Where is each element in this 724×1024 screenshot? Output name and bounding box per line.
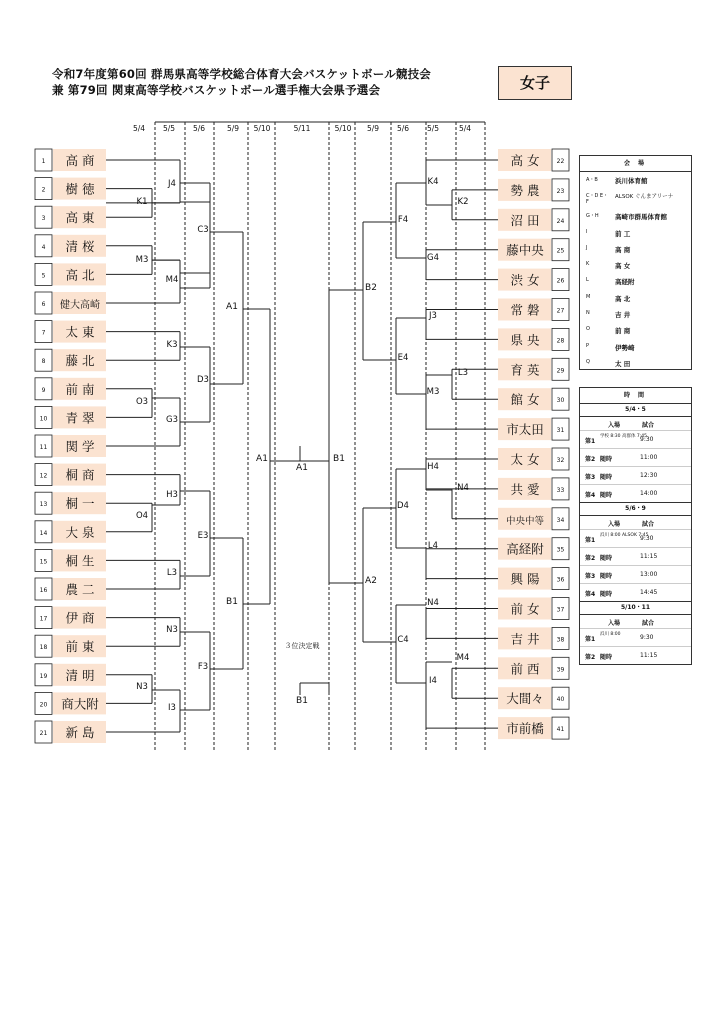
entry-time: 随時 xyxy=(600,654,613,661)
venue-code: C・D E・F xyxy=(586,193,609,206)
schedule-row xyxy=(580,448,691,466)
team-number: 11 xyxy=(39,444,48,451)
team-number: 25 xyxy=(556,247,565,255)
title-line-1: 令和7年度第60回 群馬県高等学校総合体育大会バスケットボール競技会 xyxy=(52,67,431,81)
venue-row xyxy=(580,290,691,306)
date-label: 5/10 xyxy=(334,124,352,133)
schedule-row xyxy=(580,529,691,547)
slot-number: 第2 xyxy=(585,654,596,661)
team-name: 県 央 xyxy=(510,332,540,348)
slot-number: 第1 xyxy=(585,438,596,445)
date-label: 5/6 xyxy=(192,124,206,133)
venue-name: 高 女 xyxy=(615,262,631,271)
match-code: F4 xyxy=(397,215,409,225)
team-number: 28 xyxy=(556,337,565,345)
team-name: 高 女 xyxy=(510,153,540,168)
match-code: D3 xyxy=(197,375,209,385)
team-number: 23 xyxy=(556,187,565,195)
match-code: L4 xyxy=(427,541,439,551)
match-code: E4 xyxy=(397,353,409,363)
venue-row xyxy=(580,322,691,338)
entry-time: 随時 xyxy=(600,591,613,598)
team-name: 清 桜 xyxy=(65,238,95,254)
match-code: A1 xyxy=(296,463,308,473)
schedule-columns xyxy=(580,417,691,430)
match-code: M4 xyxy=(165,275,179,285)
team-number: 6 xyxy=(41,301,46,308)
venue-row xyxy=(580,257,691,273)
team-number: 26 xyxy=(556,277,565,285)
team-number: 5 xyxy=(41,272,46,280)
gender-badge: 女子 xyxy=(498,66,572,100)
game-time: 12:30 xyxy=(640,472,658,479)
match-code: I4 xyxy=(429,676,437,686)
date-label: 5/9 xyxy=(366,124,380,133)
team-number: 30 xyxy=(556,397,565,405)
team-number: 4 xyxy=(41,243,46,251)
match-code: C3 xyxy=(197,225,209,235)
venue-code: Q xyxy=(586,358,590,365)
venue-name: 高経附 xyxy=(615,278,635,287)
match-code: A1 xyxy=(256,454,268,464)
match-code: A2 xyxy=(365,576,377,586)
team-name: 桐 一 xyxy=(65,496,95,512)
team-number: 3 xyxy=(41,215,46,223)
team-number: 19 xyxy=(39,672,48,680)
team-number: 17 xyxy=(39,615,48,623)
schedule-row xyxy=(580,484,691,502)
schedule-date: 5/4・5 xyxy=(580,404,691,417)
date-label: 5/6 xyxy=(396,124,410,133)
game-time: 9:30 xyxy=(640,535,654,542)
venue-code: L xyxy=(586,277,589,284)
venue-name: 前 工 xyxy=(615,229,631,238)
team-number: 1 xyxy=(41,158,46,165)
match-code: I3 xyxy=(168,703,176,713)
schedule-row xyxy=(580,547,691,565)
venue-name: 高 商 xyxy=(615,245,631,254)
team-name: 藤中央 xyxy=(506,242,544,258)
match-code: N4 xyxy=(427,598,439,608)
venue-row xyxy=(580,208,691,224)
team-name: 桐 生 xyxy=(65,553,95,569)
schedule-table-header: 時 間 xyxy=(580,388,691,404)
match-code: K1 xyxy=(136,197,148,207)
team-name: 青 翠 xyxy=(65,410,95,426)
venue-row xyxy=(580,355,691,371)
team-number: 21 xyxy=(39,730,48,737)
match-code: F3 xyxy=(197,662,209,672)
team-number: 36 xyxy=(556,576,565,584)
venue-code: G・H xyxy=(586,213,599,220)
venue-name: ALSOK ぐんまアリーナ xyxy=(615,194,674,201)
schedule-row xyxy=(580,646,691,664)
match-code: B2 xyxy=(365,283,377,293)
team-name: 健大高崎 xyxy=(60,300,100,311)
schedule-columns xyxy=(580,516,691,529)
team-name: 共 愛 xyxy=(510,481,540,497)
team-name: 清 明 xyxy=(65,667,95,683)
team-name: 常 磐 xyxy=(510,302,540,318)
slot-number: 第2 xyxy=(585,555,596,562)
entry-column-label: 入場 xyxy=(608,620,621,627)
team-number: 31 xyxy=(556,427,565,435)
venue-code: N xyxy=(586,310,590,317)
match-code: N4 xyxy=(457,483,469,493)
venue-table-header: 会 場 xyxy=(580,156,691,172)
team-name: 吉 井 xyxy=(510,631,540,647)
game-time: 14:45 xyxy=(640,589,658,596)
team-name: 太 女 xyxy=(510,452,540,467)
team-number: 14 xyxy=(39,529,48,537)
team-number: 2 xyxy=(41,186,46,194)
entry-time: 随時 xyxy=(600,492,613,499)
team-number: 29 xyxy=(556,367,565,375)
match-code: C4 xyxy=(397,635,409,645)
team-number: 40 xyxy=(556,696,565,704)
team-name: 渋 女 xyxy=(510,272,540,288)
game-time: 9:30 xyxy=(640,436,654,443)
team-number: 22 xyxy=(556,158,565,165)
team-number: 38 xyxy=(556,636,565,644)
schedule-row xyxy=(580,565,691,583)
team-number: 32 xyxy=(556,457,565,464)
entry-time: 浜川 8:00 xyxy=(600,632,621,637)
team-name: 大間々 xyxy=(506,691,544,707)
match-code: E3 xyxy=(197,531,209,541)
team-number: 41 xyxy=(556,726,565,734)
date-label: 5/10 xyxy=(253,124,271,133)
venue-code: O xyxy=(586,326,590,333)
team-number: 15 xyxy=(39,558,48,566)
entry-time: 随時 xyxy=(600,573,613,580)
team-name: 高経附 xyxy=(506,541,544,557)
date-label: 5/5 xyxy=(162,124,176,133)
team-number: 7 xyxy=(41,329,46,337)
slot-number: 第4 xyxy=(585,492,596,499)
team-number: 35 xyxy=(556,546,565,554)
team-number: 34 xyxy=(556,516,565,524)
entry-column-label: 入場 xyxy=(608,521,621,528)
team-number: 10 xyxy=(39,415,48,423)
venue-code: J xyxy=(586,244,588,251)
match-code: M3 xyxy=(426,387,440,397)
team-name: 勢 農 xyxy=(510,182,540,198)
entry-time: 随時 xyxy=(600,555,613,562)
team-number: 16 xyxy=(39,587,48,594)
team-number: 33 xyxy=(556,486,565,494)
venue-name: 伊勢崎 xyxy=(615,343,635,352)
team-number: 12 xyxy=(39,472,48,480)
slot-number: 第4 xyxy=(585,591,596,598)
team-name: 藤 北 xyxy=(65,353,95,369)
match-code: K2 xyxy=(457,197,469,207)
match-code: H3 xyxy=(166,490,178,500)
slot-number: 第2 xyxy=(585,456,596,463)
match-code: B1 xyxy=(296,696,308,706)
venue-name: 前 商 xyxy=(615,327,631,336)
slot-number: 第3 xyxy=(585,474,596,481)
team-name: 大 泉 xyxy=(65,524,95,540)
date-label: 5/11 xyxy=(293,124,311,133)
venue-name: 高崎市群馬体育館 xyxy=(615,213,667,222)
venue-code: P xyxy=(586,342,590,349)
team-name: 高 商 xyxy=(65,153,95,168)
third-place-label: ３位決定戦 xyxy=(284,642,320,650)
game-column-label: 試合 xyxy=(642,422,655,429)
slot-number: 第1 xyxy=(585,636,596,643)
schedule-row xyxy=(580,466,691,484)
venue-row xyxy=(580,339,691,355)
slot-number: 第3 xyxy=(585,573,596,580)
venue-name: 高 北 xyxy=(615,294,631,303)
team-number: 18 xyxy=(39,644,48,652)
schedule-row xyxy=(580,628,691,646)
team-name: 関 学 xyxy=(65,439,95,454)
team-number: 20 xyxy=(39,701,48,709)
title-line-2: 兼 第79回 関東高等学校バスケットボール選手権大会県予選会 xyxy=(52,83,381,97)
team-name: 育 英 xyxy=(510,362,540,378)
venue-row xyxy=(580,172,691,188)
schedule-row xyxy=(580,583,691,601)
match-code: N3 xyxy=(136,682,148,692)
entry-column-label: 入場 xyxy=(608,422,621,429)
schedule-columns xyxy=(580,615,691,628)
team-name: 高 東 xyxy=(65,210,95,226)
slot-number: 第1 xyxy=(585,537,596,544)
team-name: 中央中等 xyxy=(505,515,545,527)
match-code: B1 xyxy=(333,454,345,464)
team-number: 37 xyxy=(556,606,565,614)
team-name: 商大附 xyxy=(61,696,99,712)
match-code: O4 xyxy=(135,511,149,521)
schedule-table xyxy=(579,387,692,665)
venue-name: 吉 井 xyxy=(615,311,631,320)
entry-time: 随時 xyxy=(600,456,613,463)
game-time: 11:00 xyxy=(640,454,658,461)
venue-code: A・B xyxy=(586,177,598,183)
date-label: 5/9 xyxy=(226,124,240,133)
team-number: 8 xyxy=(41,358,46,366)
team-name: 前 南 xyxy=(65,381,95,397)
game-column-label: 試合 xyxy=(642,521,655,528)
venue-row xyxy=(580,306,691,322)
team-number: 39 xyxy=(556,666,565,674)
team-name: 新 島 xyxy=(65,725,95,740)
team-number: 27 xyxy=(556,307,565,315)
match-code: M4 xyxy=(456,653,470,663)
match-code: H4 xyxy=(427,462,439,472)
game-time: 11:15 xyxy=(640,553,658,560)
game-time: 14:00 xyxy=(640,490,658,497)
date-label: 5/4 xyxy=(132,124,146,133)
venue-name: 浜川体育館 xyxy=(615,177,648,185)
match-code: J4 xyxy=(168,179,176,189)
team-name: 桐 商 xyxy=(65,467,95,483)
match-code: B1 xyxy=(226,597,238,607)
match-code: G4 xyxy=(427,253,439,263)
team-name: 興 陽 xyxy=(510,571,540,587)
venue-row xyxy=(580,241,691,257)
match-code: D4 xyxy=(397,501,409,511)
match-code: K3 xyxy=(166,340,178,350)
date-label: 5/4 xyxy=(458,124,472,133)
schedule-date: 5/6・9 xyxy=(580,502,691,516)
venue-code: M xyxy=(586,293,591,300)
game-time: 9:30 xyxy=(640,634,654,641)
venue-table xyxy=(579,155,692,370)
team-name: 農 二 xyxy=(65,582,95,597)
game-time: 11:15 xyxy=(640,652,658,659)
team-number: 9 xyxy=(41,386,46,394)
venue-row xyxy=(580,225,691,241)
team-name: 館 女 xyxy=(510,392,540,408)
team-number: 13 xyxy=(39,501,48,509)
entry-time: 学校 8:30 高群体 7:45 xyxy=(600,434,648,439)
team-name: 前 西 xyxy=(510,661,540,677)
match-code: A1 xyxy=(226,302,238,312)
match-code: L3 xyxy=(166,568,178,578)
team-name: 前 女 xyxy=(510,601,540,617)
match-code: N3 xyxy=(166,625,178,635)
venue-code: I xyxy=(586,228,588,235)
schedule-row xyxy=(580,430,691,448)
team-name: 伊 商 xyxy=(65,610,95,626)
venue-row xyxy=(580,273,691,289)
match-code: M3 xyxy=(135,255,149,265)
team-name: 太 東 xyxy=(65,324,95,340)
team-name: 高 北 xyxy=(65,267,95,283)
team-name: 前 東 xyxy=(65,639,95,655)
entry-time: 随時 xyxy=(600,474,613,481)
match-code: O3 xyxy=(135,397,149,407)
entry-time: 浜川 8:00 ALSOK 7:45 xyxy=(600,533,649,538)
venue-row xyxy=(580,188,691,208)
venue-name: 太 田 xyxy=(615,359,631,368)
match-code: L3 xyxy=(457,368,469,378)
team-name: 樹 徳 xyxy=(65,181,95,197)
team-name: 沼 田 xyxy=(510,212,540,228)
team-number: 24 xyxy=(556,217,565,225)
date-label: 5/5 xyxy=(426,124,440,133)
venue-code: K xyxy=(586,261,590,268)
match-code: K4 xyxy=(427,177,439,187)
game-time: 13:00 xyxy=(640,571,658,578)
team-name: 市前橋 xyxy=(506,721,544,737)
game-column-label: 試合 xyxy=(642,620,655,627)
team-name: 市太田 xyxy=(506,422,544,438)
match-code: G3 xyxy=(166,415,178,425)
match-code: J3 xyxy=(429,311,437,321)
schedule-date: 5/10・11 xyxy=(580,601,691,615)
